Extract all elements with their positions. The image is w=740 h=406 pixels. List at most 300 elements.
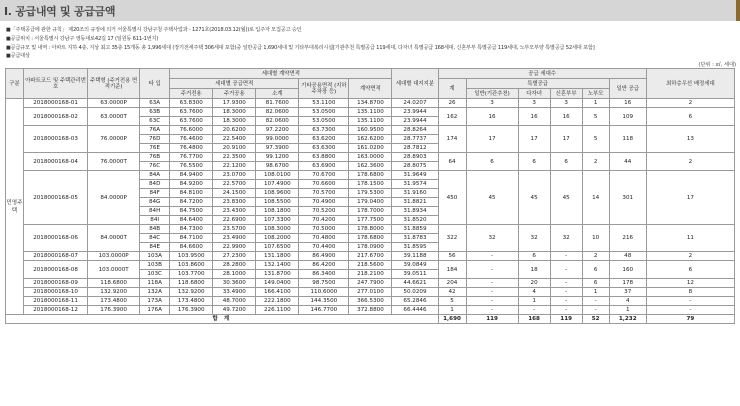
type-cell: 118A: [140, 279, 170, 288]
hdr-supply-group: 세대별 공급면적: [170, 79, 299, 89]
table-row: [6, 153, 735, 162]
count-inst-cell: 16: [466, 108, 518, 126]
land-cell: 31.9160: [392, 189, 438, 198]
etc-cell: 63.8800: [299, 153, 349, 162]
count-multi-cell: 3: [518, 99, 550, 108]
count-parent-cell: 6: [582, 261, 609, 279]
type-cell: 76B: [140, 153, 170, 162]
land-cell: 31.9574: [392, 180, 438, 189]
land-cell: 65.2846: [392, 297, 438, 306]
count-inst-cell: 32: [466, 225, 518, 252]
contract-cell: 179.0400: [349, 198, 392, 207]
land-cell: 28.7812: [392, 144, 438, 153]
subtotal-cell: 108.2000: [256, 234, 299, 243]
land-cell: 39.1188: [392, 252, 438, 261]
count-inst-cell: -: [466, 252, 518, 261]
subtotal-cell: 99.0000: [256, 135, 299, 144]
subtotal-cell: 222.1800: [256, 297, 299, 306]
jugeo-cell: 84.9400: [170, 171, 213, 180]
land-cell: 28.8075: [392, 162, 438, 171]
mtype-cell: 63.0000P: [88, 99, 140, 108]
totals-label-cell: 합 계: [6, 315, 439, 324]
contract-cell: 277.0100: [349, 288, 392, 297]
table-row: [6, 99, 735, 108]
jugong-cell: 23.4900: [213, 234, 256, 243]
count-total-cell: 204: [438, 279, 466, 288]
code-cell: 2018000168-12: [24, 306, 88, 315]
type-cell: 84A: [140, 171, 170, 180]
notice-target: ■ 공급대상: [6, 52, 738, 61]
mtype-cell: 118.6800: [88, 279, 140, 288]
land-cell: 31.8934: [392, 207, 438, 216]
section-header: [0, 0, 740, 21]
count-general-cell: 178: [609, 279, 646, 288]
hdr-special-group: 특별공급: [466, 79, 609, 89]
subtotal-cell: 131.8700: [256, 270, 299, 279]
type-cell: 132A: [140, 288, 170, 297]
land-cell: 50.0209: [392, 288, 438, 297]
count-total-cell: 174: [438, 126, 466, 153]
subtotal-cell: 166.4100: [256, 288, 299, 297]
count-parent-cell: 10: [582, 225, 609, 252]
count-general-cell: 4: [609, 297, 646, 306]
mtype-cell: 176.3900: [88, 306, 140, 315]
count-multi-cell: 1: [518, 297, 550, 306]
jugeo-cell: 103.9500: [170, 252, 213, 261]
contract-cell: 178.0900: [349, 243, 392, 252]
jugong-cell: 23.0700: [213, 171, 256, 180]
jugong-cell: 18.3000: [213, 117, 256, 126]
count-parent-cell: 1: [582, 99, 609, 108]
count-top-cell: 8: [646, 288, 734, 297]
type-cell: 84G: [140, 198, 170, 207]
count-general-cell: 1: [609, 306, 646, 315]
count-general-cell: 301: [609, 171, 646, 225]
count-parent-cell: -: [582, 297, 609, 306]
etc-cell: 63.6900: [299, 162, 349, 171]
hdr-ttype: 타 입: [140, 69, 170, 99]
count-multi-cell: 4: [518, 288, 550, 297]
contract-cell: 247.7900: [349, 279, 392, 288]
etc-cell: 98.7500: [299, 279, 349, 288]
jugeo-cell: 103.7700: [170, 270, 213, 279]
land-cell: 31.8859: [392, 225, 438, 234]
type-cell: 76C: [140, 162, 170, 171]
hdr-etc: 기타공용면적 (지하주차장 등): [299, 79, 349, 99]
jugeo-cell: 76.4600: [170, 135, 213, 144]
etc-cell: 63.6200: [299, 135, 349, 144]
land-cell: 28.7737: [392, 135, 438, 144]
type-cell: 84H: [140, 207, 170, 216]
mtype-cell: 103.0000P: [88, 252, 140, 261]
count-total-cell: 450: [438, 171, 466, 225]
mtype-cell: 84.0000T: [88, 225, 140, 252]
count-general-cell: 48: [609, 252, 646, 261]
etc-cell: 86.4200: [299, 261, 349, 270]
count-top-cell: 11: [646, 225, 734, 252]
etc-cell: 63.7300: [299, 126, 349, 135]
count-parent-cell: 2: [582, 153, 609, 171]
count-top-cell: -: [646, 297, 734, 306]
count-inst-cell: -: [466, 306, 518, 315]
jugong-cell: 22.3500: [213, 153, 256, 162]
count-total-cell: 26: [438, 99, 466, 108]
count-parent-cell: 2: [582, 252, 609, 261]
count-top-cell: 6: [646, 261, 734, 279]
jugong-cell: 22.9900: [213, 243, 256, 252]
jugeo-cell: 63.8300: [170, 99, 213, 108]
count-newly-cell: 6: [550, 153, 582, 171]
jugeo-cell: 84.9200: [170, 180, 213, 189]
count-total-cell: 162: [438, 108, 466, 126]
totals-general-cell: 1,232: [609, 315, 646, 324]
hdr-land: 세대별 대지지분: [392, 69, 438, 99]
etc-cell: 70.4900: [299, 198, 349, 207]
subtotal-cell: 107.4900: [256, 180, 299, 189]
contract-cell: 178.7000: [349, 207, 392, 216]
etc-cell: 70.6700: [299, 171, 349, 180]
land-cell: 23.9944: [392, 108, 438, 117]
mtype-cell: 76.0000T: [88, 153, 140, 171]
jugeo-cell: 84.7300: [170, 225, 213, 234]
count-newly-cell: -: [550, 297, 582, 306]
hdr-total: 계: [438, 79, 466, 99]
totals-newly-cell: 119: [550, 315, 582, 324]
hdr-sp-multi: 다자녀: [518, 89, 550, 99]
hdr-sp-inst: 일반(기관추천): [466, 89, 518, 99]
type-cell: 103A: [140, 252, 170, 261]
code-cell: 2018000168-05: [24, 171, 88, 225]
hdr-jugong: 주거공용: [213, 89, 256, 99]
count-general-cell: 37: [609, 288, 646, 297]
count-general-cell: 118: [609, 126, 646, 153]
land-cell: 31.9649: [392, 171, 438, 180]
mtype-cell: 173.4800: [88, 297, 140, 306]
count-general-cell: 16: [609, 99, 646, 108]
jugong-cell: 17.9300: [213, 99, 256, 108]
count-multi-cell: 17: [518, 126, 550, 153]
count-top-cell: 13: [646, 126, 734, 153]
etc-cell: 70.5200: [299, 207, 349, 216]
contract-cell: 162.6200: [349, 135, 392, 144]
etc-cell: 53.1100: [299, 99, 349, 108]
hdr-top-floor: 최하층우선 배정세대: [646, 69, 734, 99]
count-newly-cell: -: [550, 279, 582, 288]
type-cell: 76A: [140, 126, 170, 135]
totals-row: [6, 315, 735, 324]
type-cell: 63A: [140, 99, 170, 108]
subtotal-cell: 98.6700: [256, 162, 299, 171]
jugong-cell: 30.3600: [213, 279, 256, 288]
totals-multi-cell: 168: [518, 315, 550, 324]
jugeo-cell: 76.6000: [170, 126, 213, 135]
supply-table: [5, 68, 735, 324]
count-newly-cell: 3: [550, 99, 582, 108]
hdr-jugeo: 주거전용: [170, 89, 213, 99]
subtotal-cell: 108.5500: [256, 198, 299, 207]
jugong-cell: 23.8300: [213, 198, 256, 207]
jugong-cell: 49.7200: [213, 306, 256, 315]
subtotal-cell: 108.3000: [256, 225, 299, 234]
table-row: [6, 288, 735, 297]
count-parent-cell: 5: [582, 126, 609, 153]
header-accent-bar: [736, 0, 740, 21]
jugong-cell: 28.1000: [213, 270, 256, 279]
table-row: [6, 279, 735, 288]
count-newly-cell: -: [550, 306, 582, 315]
etc-cell: 53.0500: [299, 108, 349, 117]
land-cell: 28.8264: [392, 126, 438, 135]
count-inst-cell: 45: [466, 171, 518, 225]
jugong-cell: 20.9100: [213, 144, 256, 153]
notice-list: [6, 26, 738, 61]
jugeo-cell: 84.7100: [170, 234, 213, 243]
count-top-cell: 2: [646, 153, 734, 171]
count-newly-cell: 32: [550, 225, 582, 252]
type-cell: 103B: [140, 261, 170, 270]
jugong-cell: 48.7000: [213, 297, 256, 306]
count-multi-cell: 6: [518, 153, 550, 171]
jugong-cell: 22.5400: [213, 135, 256, 144]
count-parent-cell: 1: [582, 288, 609, 297]
subtotal-cell: 97.2200: [256, 126, 299, 135]
land-cell: 23.9944: [392, 117, 438, 126]
jugeo-cell: 63.7600: [170, 108, 213, 117]
subtotal-cell: 81.7600: [256, 99, 299, 108]
hdr-count-group: 공급 세대수: [438, 69, 646, 79]
type-cell: 63C: [140, 117, 170, 126]
jugong-cell: 22.1200: [213, 162, 256, 171]
subtotal-cell: 149.0400: [256, 279, 299, 288]
contract-cell: 179.5300: [349, 189, 392, 198]
etc-cell: 70.4800: [299, 234, 349, 243]
land-cell: 28.8903: [392, 153, 438, 162]
contract-cell: 178.8000: [349, 225, 392, 234]
contract-cell: 366.5300: [349, 297, 392, 306]
etc-cell: 110.6000: [299, 288, 349, 297]
count-multi-cell: 45: [518, 171, 550, 225]
land-cell: 39.0511: [392, 270, 438, 279]
count-newly-cell: 16: [550, 108, 582, 126]
count-inst-cell: 3: [466, 99, 518, 108]
count-newly-cell: 17: [550, 126, 582, 153]
code-cell: 2018000168-06: [24, 225, 88, 252]
mtype-cell: 63.0000T: [88, 108, 140, 126]
contract-cell: 135.1100: [349, 108, 392, 117]
count-total-cell: 5: [438, 297, 466, 306]
subtotal-cell: 226.1100: [256, 306, 299, 315]
table-row: [6, 225, 735, 234]
jugeo-cell: 84.8100: [170, 189, 213, 198]
jugong-cell: 24.1500: [213, 189, 256, 198]
count-parent-cell: 5: [582, 108, 609, 126]
code-cell: 2018000168-01: [24, 99, 88, 108]
jugeo-cell: 84.7200: [170, 198, 213, 207]
jugeo-cell: 84.7500: [170, 207, 213, 216]
count-inst-cell: -: [466, 261, 518, 279]
type-cell: 84E: [140, 243, 170, 252]
code-cell: 2018000168-02: [24, 108, 88, 126]
subtotal-cell: 107.6500: [256, 243, 299, 252]
count-multi-cell: 6: [518, 252, 550, 261]
contract-cell: 178.6800: [349, 171, 392, 180]
jugeo-cell: 103.8600: [170, 261, 213, 270]
jugeo-cell: 118.6800: [170, 279, 213, 288]
count-parent-cell: 14: [582, 171, 609, 225]
count-newly-cell: -: [550, 252, 582, 261]
code-cell: 2018000168-07: [24, 252, 88, 261]
contract-cell: 218.2100: [349, 270, 392, 279]
hdr-general: 일반 공급: [609, 79, 646, 99]
contract-cell: 218.5600: [349, 261, 392, 270]
count-multi-cell: -: [518, 306, 550, 315]
count-inst-cell: -: [466, 297, 518, 306]
etc-cell: 86.4900: [299, 252, 349, 261]
jugeo-cell: 76.5500: [170, 162, 213, 171]
contract-cell: 178.1500: [349, 180, 392, 189]
contract-cell: 372.8800: [349, 306, 392, 315]
count-general-cell: 216: [609, 225, 646, 252]
section-title: I. 공급내역 및 공급금액: [4, 5, 116, 18]
type-cell: 173A: [140, 297, 170, 306]
count-total-cell: 56: [438, 252, 466, 261]
table-row: [6, 261, 735, 270]
etc-cell: 70.4400: [299, 243, 349, 252]
etc-cell: 86.3400: [299, 270, 349, 279]
count-multi-cell: 32: [518, 225, 550, 252]
etc-cell: 70.6600: [299, 180, 349, 189]
jugong-cell: 23.4300: [213, 207, 256, 216]
land-cell: 31.8520: [392, 216, 438, 225]
section-label-cell: 민영주택: [6, 99, 24, 315]
jugeo-cell: 63.7600: [170, 117, 213, 126]
jugong-cell: 23.5700: [213, 225, 256, 234]
etc-cell: 53.0500: [299, 117, 349, 126]
count-general-cell: 160: [609, 261, 646, 279]
count-top-cell: 17: [646, 171, 734, 225]
count-newly-cell: -: [550, 288, 582, 297]
contract-cell: 162.3600: [349, 162, 392, 171]
etc-cell: 146.7700: [299, 306, 349, 315]
code-cell: 2018000168-10: [24, 288, 88, 297]
land-cell: 31.8783: [392, 234, 438, 243]
hdr-sp-parent: 노부모: [582, 89, 609, 99]
contract-cell: 160.9500: [349, 126, 392, 135]
land-cell: 44.6621: [392, 279, 438, 288]
jugong-cell: 28.2800: [213, 261, 256, 270]
count-parent-cell: 6: [582, 279, 609, 288]
count-top-cell: 12: [646, 279, 734, 288]
mtype-cell: 76.0000P: [88, 126, 140, 153]
count-total-cell: 322: [438, 225, 466, 252]
table-row: [6, 171, 735, 180]
count-multi-cell: 20: [518, 279, 550, 288]
jugeo-cell: 176.3900: [170, 306, 213, 315]
type-cell: 84F: [140, 189, 170, 198]
type-cell: 76E: [140, 144, 170, 153]
count-total-cell: 1: [438, 306, 466, 315]
etc-cell: 63.6300: [299, 144, 349, 153]
totals-top-cell: 79: [646, 315, 734, 324]
jugong-cell: 18.3000: [213, 108, 256, 117]
code-cell: 2018000168-09: [24, 279, 88, 288]
jugeo-cell: 173.4800: [170, 297, 213, 306]
jugong-cell: 27.2300: [213, 252, 256, 261]
hdr-contract: 계약면적: [349, 79, 392, 99]
subtotal-cell: 108.1800: [256, 207, 299, 216]
jugeo-cell: 132.9200: [170, 288, 213, 297]
count-top-cell: -: [646, 306, 734, 315]
contract-cell: 177.7500: [349, 216, 392, 225]
notice-approval: ■ 「주택공급에 관한 규칙」 제20조의 규정에 의거 서울특별시 강남구청 주택사업과 - 1271호(2018.03.12(월))로 입주자 모집공고 승인: [6, 26, 738, 35]
count-inst-cell: -: [466, 288, 518, 297]
contract-cell: 217.6700: [349, 252, 392, 261]
jugeo-cell: 76.4800: [170, 144, 213, 153]
jugeo-cell: 84.6600: [170, 243, 213, 252]
count-newly-cell: -: [550, 261, 582, 279]
hdr-sp-newly: 신혼부부: [550, 89, 582, 99]
code-cell: 2018000168-08: [24, 261, 88, 279]
hdr-subtotal: 소계: [256, 89, 299, 99]
subtotal-cell: 82.0600: [256, 117, 299, 126]
count-total-cell: 42: [438, 288, 466, 297]
hdr-area-group: 세대별 계약면적: [170, 69, 392, 79]
table-row: [6, 126, 735, 135]
type-cell: 103C: [140, 270, 170, 279]
count-inst-cell: 17: [466, 126, 518, 153]
land-cell: 31.8595: [392, 243, 438, 252]
subtotal-cell: 99.1200: [256, 153, 299, 162]
type-cell: 84I: [140, 216, 170, 225]
subtotal-cell: 108.9600: [256, 189, 299, 198]
land-cell: 24.0207: [392, 99, 438, 108]
count-multi-cell: 16: [518, 108, 550, 126]
type-cell: 63B: [140, 108, 170, 117]
contract-cell: 134.8700: [349, 99, 392, 108]
hdr-mtype: 주택형 (주거전용 면적기준): [88, 69, 140, 99]
type-cell: 84B: [140, 225, 170, 234]
count-inst-cell: 6: [466, 153, 518, 171]
count-newly-cell: 45: [550, 171, 582, 225]
table-row: [6, 297, 735, 306]
code-cell: 2018000168-03: [24, 126, 88, 153]
subtotal-cell: 107.3300: [256, 216, 299, 225]
type-cell: 76D: [140, 135, 170, 144]
count-total-cell: 184: [438, 261, 466, 279]
mtype-cell: 103.0000T: [88, 261, 140, 279]
code-cell: 2018000168-04: [24, 153, 88, 171]
hdr-code: 아파트코드 및 주택관리번호: [24, 69, 88, 99]
count-inst-cell: -: [466, 279, 518, 288]
totals-inst-cell: 119: [466, 315, 518, 324]
count-general-cell: 109: [609, 108, 646, 126]
count-multi-cell: 18: [518, 261, 550, 279]
count-top-cell: 2: [646, 99, 734, 108]
mtype-cell: 84.0000P: [88, 171, 140, 225]
land-cell: 31.8821: [392, 198, 438, 207]
land-cell: 66.4446: [392, 306, 438, 315]
table-row: [6, 108, 735, 117]
etc-cell: 144.3500: [299, 297, 349, 306]
contract-cell: 161.0200: [349, 144, 392, 153]
count-total-cell: 64: [438, 153, 466, 171]
type-cell: 176A: [140, 306, 170, 315]
jugeo-cell: 76.7700: [170, 153, 213, 162]
mtype-cell: 132.9200: [88, 288, 140, 297]
type-cell: 84C: [140, 234, 170, 243]
jugeo-cell: 84.6400: [170, 216, 213, 225]
notice-scale: ■ 공급규모 및 내역 : 아파트 지하 4층, 지상 최고 35층 15개동 총 1,996세대 (장기전세주택 306세대 포함)중 일반공급 1,690세대 및 기타부대복리시설[기관추천 특별공급 119세대, 다자녀 특별공급 168세대, 신혼부부 특별공급 119세대, 노부모부양 특별공급 52세대 포함]: [6, 44, 738, 53]
